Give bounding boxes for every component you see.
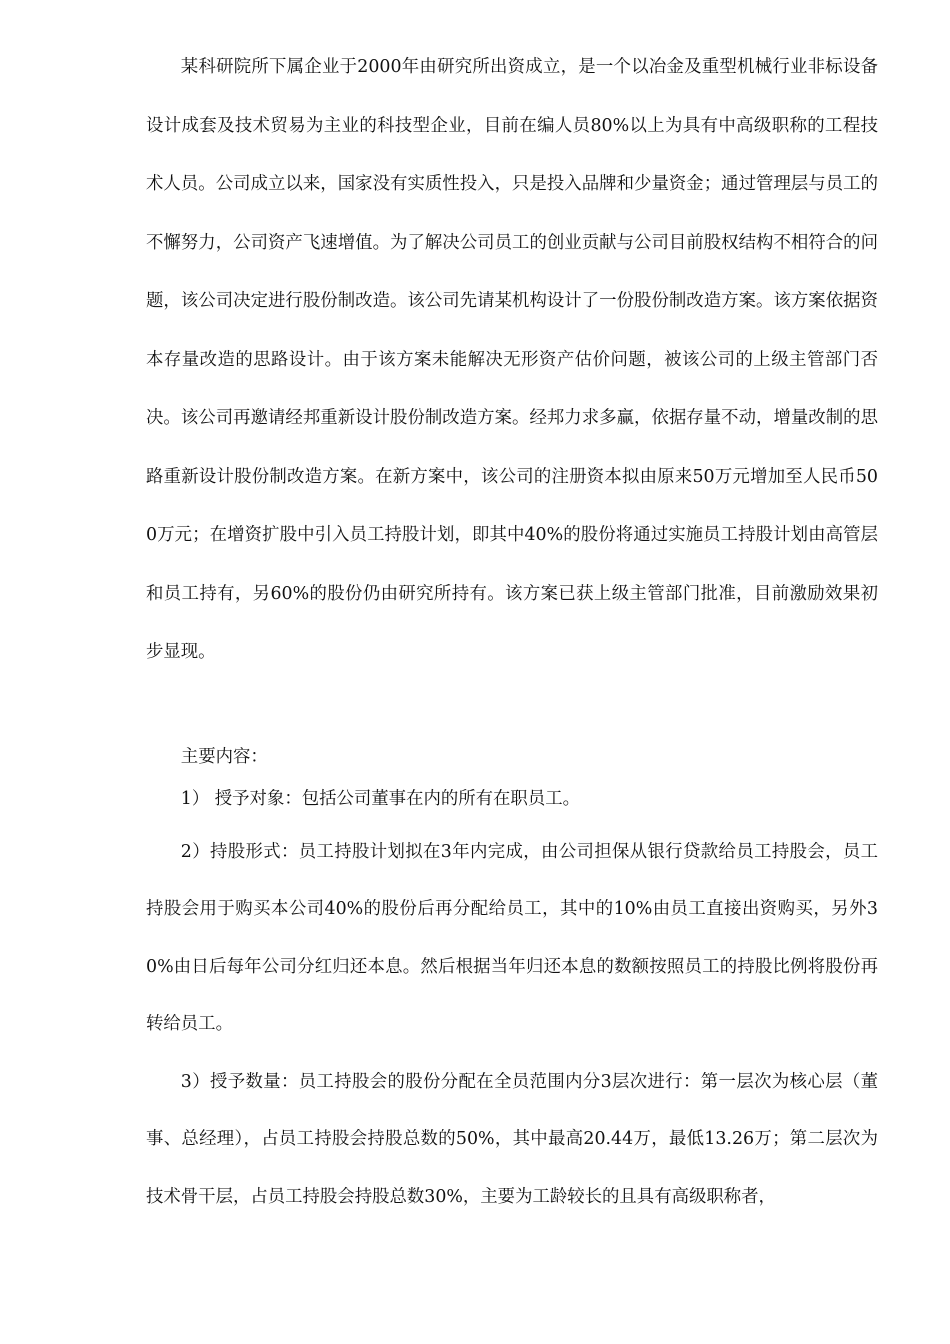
list-item-grant-recipients: 1） 授予对象：包括公司董事在内的所有在职员工。 xyxy=(180,788,580,809)
paragraph-gap xyxy=(146,682,878,736)
list-item-holding-form: 2）持股形式：员工持股计划拟在3年内完成，由公司担保从银行贷款给员工持股会，员工持股会用于购买本公司40%的股份后再分配给员工，其中的10%由员工直接出资购买，另外30%由日后每年公司分红归还本息。然后根据当年归还本息的数额按照员工的持股比例将股份再转给员工。 xyxy=(146,841,878,1034)
section-heading: 主要内容： xyxy=(180,746,268,767)
document-page xyxy=(146,38,878,1226)
list-item-grant-quantity: 3）授予数量：员工持股会的股份分配在全员范围内分3层次进行：第一层次为核心层（董事、总经理），占员工持股会持股总数的50%，其中最高20.44万，最低13.26万；第二层次为技术骨干层，占员工持股会持股总数30%，主要为工龄较长的且具有高级职称者， xyxy=(146,1071,878,1207)
intro-paragraph: 某科研院所下属企业于2000年由研究所出资成立，是一个以冶金及重型机械行业非标设备设计成套及技术贸易为主业的科技型企业，目前在编人员80%以上为具有中高级职称的工程技术人员。公司成立以来，国家没有实质性投入，只是投入品牌和少量资金；通过管理层与员工的不懈努力，公司资产飞速增值。为了解决公司员工的创业贡献与公司目前股权结构不相符合的问题，该公司决定进行股份制改造。该公司先请某机构设计了一份股份制改造方案。该方案依据资本存量改造的思路设计。由于该方案未能解决无形资产估价问题，被该公司的上级主管部门否决。该公司再邀请经邦重新设计股份制改造方案。经邦力求多赢，依据存量不动，增量改制的思路重新设计股份制改造方案。在新方案中，该公司的注册资本拟由原来50万元增加至人民币500万元；在增资扩股中引入员工持股计划，即其中40%的股份将通过实施员工持股计划由高管层和员工持有，另60%的股份仍由研究所持有。该方案已获上级主管部门批准，目前激励效果初步显现。 xyxy=(146,57,878,662)
